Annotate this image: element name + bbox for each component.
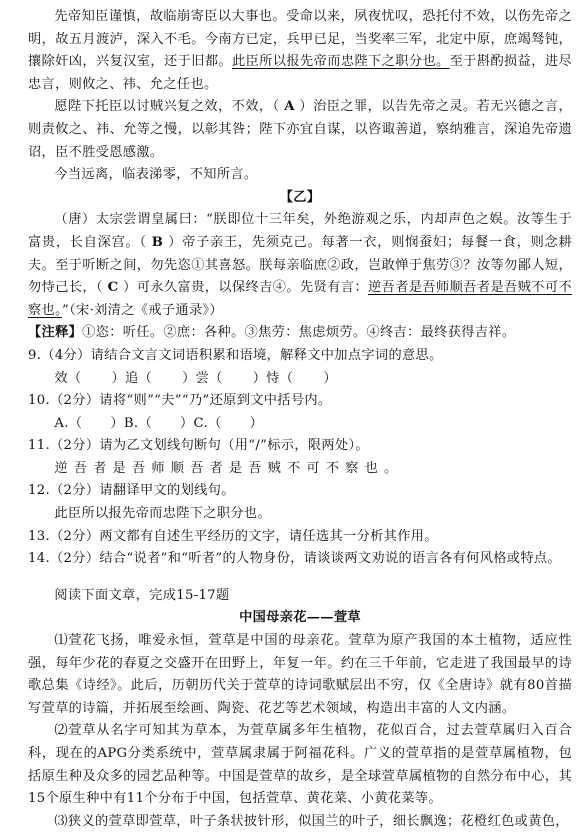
blank-c-label: C xyxy=(107,280,119,296)
question-9: 9.（4分）请结合文言文词语积累和语境，解释文中加点字词的意思。 xyxy=(28,347,443,363)
article-paragraph-2: ⑵萱草从名字可知其为草本，为萱草属多年生植物，花似百合，过去萱草属归入百合科，现在的APG分类系统中，萱草属隶属于阿福花科。广义的萱草指的是萱草属植物，包括原生种及众多的园艺品种等。中国是萱草的故乡，是全球萱草属植物的自然分布中心，其15个原生种中有11个分布于中国，包括萱草、黄花菜、小黄花菜等。 xyxy=(28,723,572,807)
yi-paragraph: （唐）太宗尝谓皇属曰：“朕即位十三年矣，外绝游观之乐，内却声色之娱。汝等生于富贵，长自深宫。（ B ）帝子亲王，先须克己。每著一衣，则悯蚕妇；每餐一食，则念耕夫。至于听断之间，勿先恣①其喜怒。朕每亲临庶②政，岂敢惮于焦劳③？汝等勿鄙人短，勿恃己长，（ C ）可永久富贵，以保终吉④。先贤有言：逆吾者是吾师顺吾者是吾贼不可不察也。”（宋·刘清之《戒子通录》） xyxy=(28,212,573,318)
question-13: 13.（2分）两文都有自述生平经历的文字，请任选其一分析其作用。 xyxy=(28,528,438,544)
question-12-sentence: 此臣所以报先帝而忠陛下之职分也。 xyxy=(54,506,271,522)
jia-text: 至于斟酌损益，进尽忠言，则攸之、祎、允之任也。 xyxy=(28,54,573,92)
article-title: 中国母亲花——萱草 xyxy=(239,610,361,626)
question-11-sentence: 逆吾者是吾师顺吾者是吾贼不可不察也。 xyxy=(54,460,404,476)
question-10: 10.（2分）请将“则”“夫”“乃”还原到文中括号内。 xyxy=(28,393,332,409)
jia-paragraph-1 xyxy=(28,6,572,96)
question-10-blanks: A.（ ）B.（ ）C.（ ） xyxy=(54,415,264,431)
yi-title: 【乙】 xyxy=(279,189,321,205)
jia-paragraph-2: 愿陛下托臣以讨贼兴复之效，不效，（ A ）治臣之罪，以告先帝之灵。若无兴德之言，则责攸之、祎、允等之慢，以彰其咎；陛下亦宜自谋，以咨诹善道，察纳雅言，深追先帝遗诏，臣不胜受恩感激。 xyxy=(28,99,573,160)
article-paragraph-3: ⑶狭义的萱草即萱草，叶子条状披针形，似国兰的叶子，细长飘逸；花橙红色或黄色， xyxy=(54,813,569,829)
jia-paragraph-3: 今当远离，临表涕零，不知所言。 xyxy=(54,167,258,183)
question-11: 11.（2分）请为乙文划线句断句（用“/”标示，限两处）。 xyxy=(28,438,369,454)
jia-text: 先帝知臣谨慎，故临崩寄臣以大事也。受命以来，夙夜忧叹，恐托付不效，以伤先帝之明，故五月渡泸，深入不毛。今南方已定，兵甲已足，当奖率三军，北定中原，庶竭驽钝，攘除奸凶，兴复汉室，还于旧都。 xyxy=(28,9,572,70)
question-9-blanks: 效（ ）追（ ）尝（ ）恃（ ） xyxy=(54,370,337,386)
exam-page xyxy=(28,6,572,833)
blank-b-label: B xyxy=(151,234,164,250)
yi-underlined-sentence: 逆吾者是吾师顺吾者是吾贼不可不察也。 xyxy=(28,280,573,318)
reading-instruction: 阅读下面文章，完成15-17题 xyxy=(54,587,230,603)
article-paragraph-1: ⑴萱花飞扬，唯爱永恒，萱草是中国的母亲花。萱草为原产我国的本土植物，适应性强，每年少花的春夏之交盛开在田野上，年复一年。约在三千年前，它走进了我国最早的诗歌总集《诗经》。此后，历朝历代关于萱草的诗词歌赋层出不穷，仅《全唐诗》就有80首描写萱草的诗篇，并拓展至绘画、陶瓷、花艺等艺术领域，构造出丰富的人文内涵。 xyxy=(28,633,572,716)
blank-a-label: A xyxy=(284,99,295,115)
question-14: 14.（2分）结合“说者”和“听者”的人物身份，请谈谈两文劝说的语言各有何风格或特点。 xyxy=(28,551,561,567)
question-12: 12.（2分）请翻译甲文的划线句。 xyxy=(28,483,235,499)
jia-underlined-sentence: 此臣所以报先帝而忠陛下之职分也。 xyxy=(232,54,450,70)
annotation: 【注释】①恣：听任。②庶：各种。③焦劳：焦虑烦劳。④终吉：最终获得吉祥。 xyxy=(28,325,516,341)
